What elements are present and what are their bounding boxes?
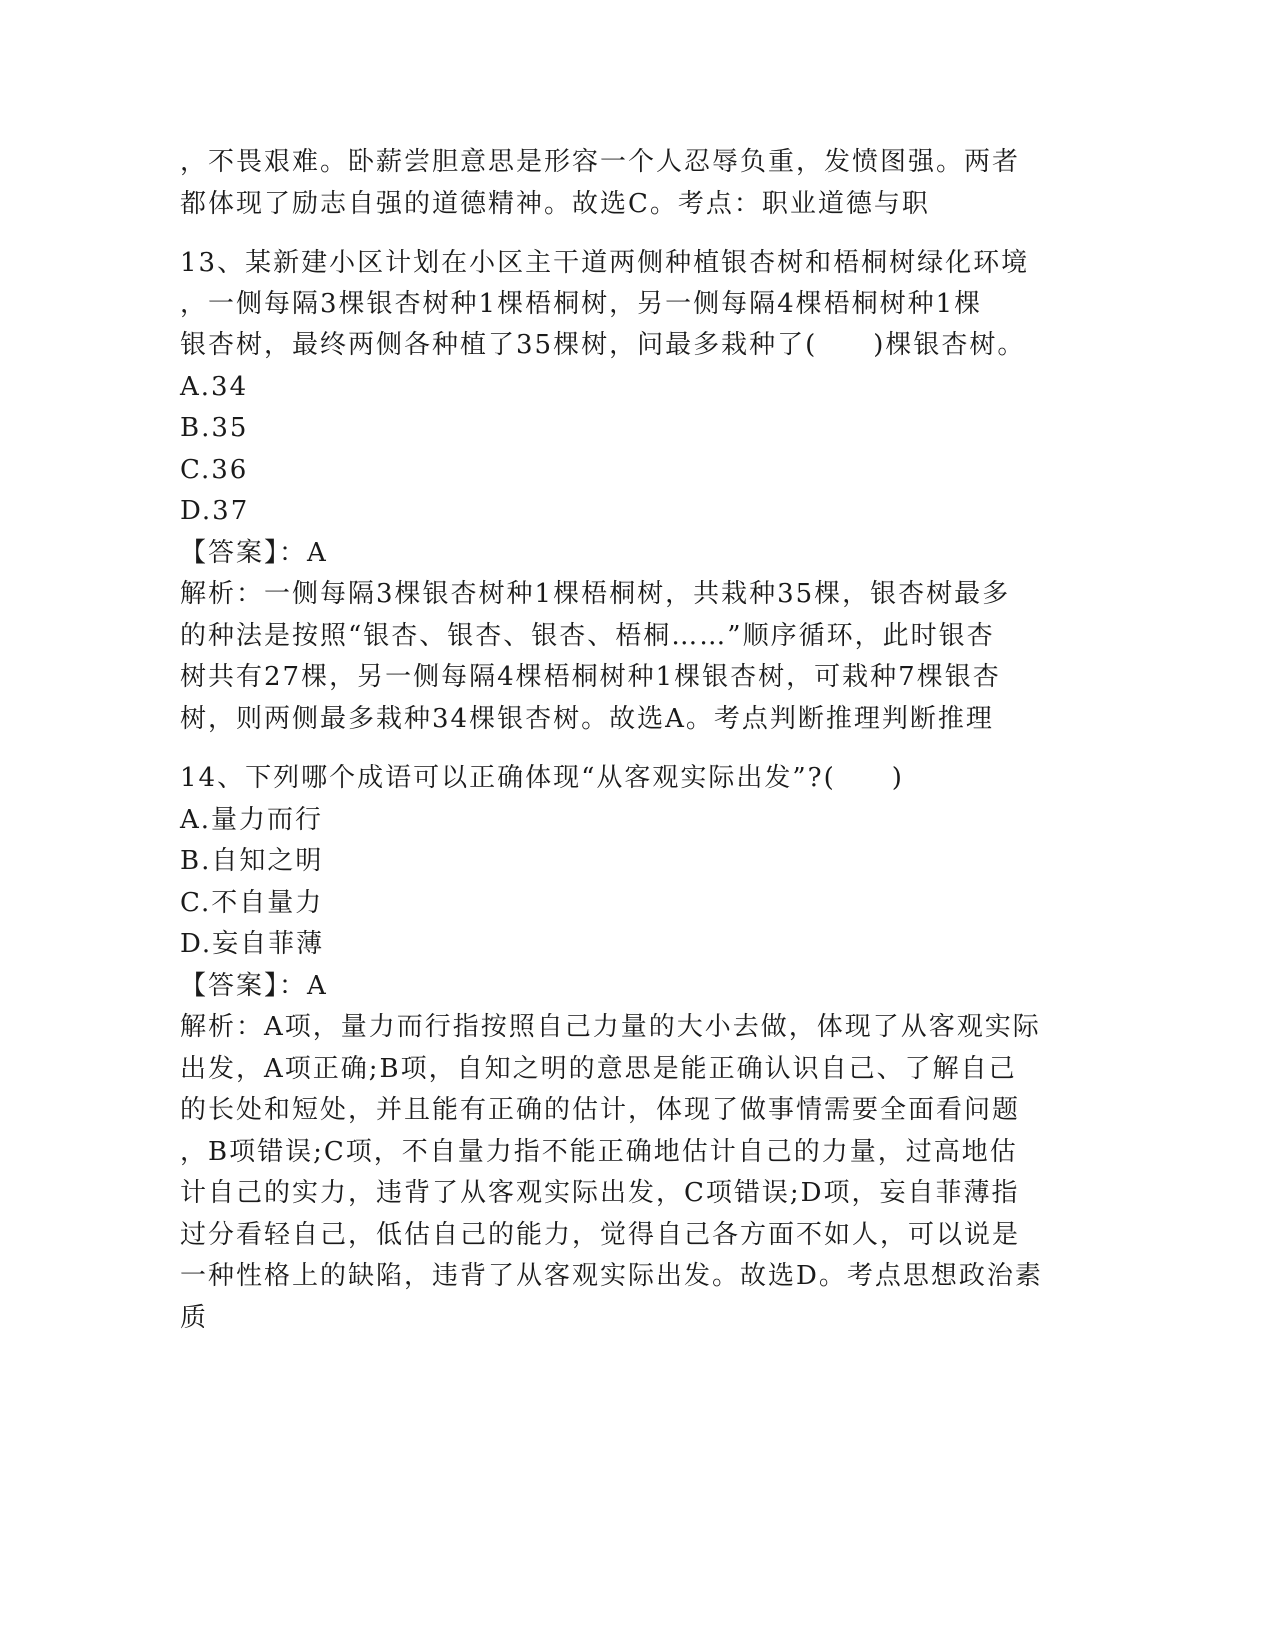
prev-explanation-line: ，不畏艰难。卧薪尝胆意思是形容一个人忍辱负重，发愤图强。两者 <box>180 147 1021 177</box>
q14-explanation-line: ，B项错误;C项，不自量力指不能正确地估计自己的力量，过高地估 <box>180 1137 1018 1167</box>
q13-stem-line: ，一侧每隔3棵银杏树种1棵梧桐树，另一侧每隔4棵梧桐树种1棵 <box>180 289 983 319</box>
prev-explanation-line: 都体现了励志自强的道德精神。故选C。考点：职业道德与职 <box>180 189 930 219</box>
q13-explanation-line: 树共有27棵，另一侧每隔4棵梧桐树种1棵银杏树，可栽种7棵银杏 <box>180 662 1001 692</box>
q14-explanation-line: 一种性格上的缺陷，违背了从客观实际出发。故选D。考点思想政治素 <box>180 1261 1043 1291</box>
q13-explanation-line: 树，则两侧最多栽种34棵银杏树。故选A。考点判断推理判断推理 <box>180 704 994 734</box>
q13-option-c: C.36 <box>180 455 249 485</box>
q14-option-c: C.不自量力 <box>180 888 324 918</box>
q14-explanation-line: 计自己的实力，违背了从客观实际出发，C项错误;D项，妄自菲薄指 <box>180 1178 1020 1208</box>
q14-answer: 【答案】：A <box>180 971 328 1001</box>
q13-option-d: D.37 <box>180 496 250 526</box>
q14-explanation-line: 质 <box>180 1303 209 1333</box>
q13-answer: 【答案】：A <box>180 538 328 568</box>
q14-option-d: D.妄自菲薄 <box>180 929 325 959</box>
q14-explanation-line: 的长处和短处，并且能有正确的估计，体现了做事情需要全面看问题 <box>180 1095 1021 1125</box>
q13-explanation-line: 解析：一侧每隔3棵银杏树种1棵梧桐树，共栽种35棵，银杏树最多 <box>180 579 1011 609</box>
q13-stem-line: 13、某新建小区计划在小区主干道两侧种植银杏树和梧桐树绿化环境 <box>180 248 1030 278</box>
q14-explanation-line: 出发，A项正确;B项，自知之明的意思是能正确认识自己、了解自己 <box>180 1054 1017 1084</box>
q13-explanation-line: 的种法是按照“银杏、银杏、银杏、梧桐……”顺序循环，此时银杏 <box>180 621 995 651</box>
q14-option-a: A.量力而行 <box>180 805 324 835</box>
q13-option-b: B.35 <box>180 413 249 443</box>
q14-option-b: B.自知之明 <box>180 846 324 876</box>
q14-stem-line: 14、下列哪个成语可以正确体现“从客观实际出发”?( ) <box>180 763 904 793</box>
q13-option-a: A.34 <box>180 372 249 402</box>
q13-stem-line: 银杏树，最终两侧各种植了35棵树，问最多栽种了( )棵银杏树。 <box>180 330 1026 360</box>
q14-explanation-line: 解析：A项，量力而行指按照自己力量的大小去做，体现了从客观实际 <box>180 1012 1041 1042</box>
q14-explanation-line: 过分看轻自己，低估自己的能力，觉得自己各方面不如人，可以说是 <box>180 1220 1021 1250</box>
